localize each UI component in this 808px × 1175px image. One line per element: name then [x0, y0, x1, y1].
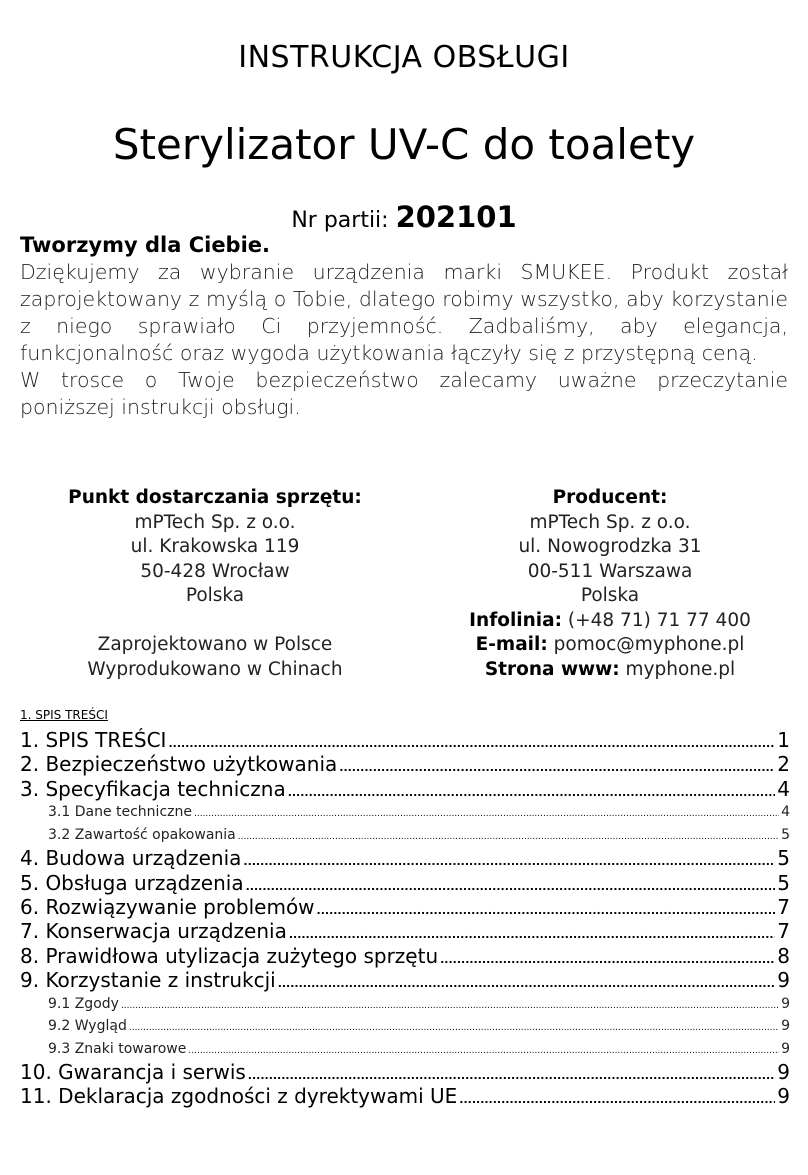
toc-entry-page: 9 [777, 968, 790, 993]
website-label: Strona www: [484, 658, 620, 680]
toc-dot-leader [188, 1040, 779, 1063]
delivery-point-block [20, 486, 410, 682]
toc-entry-title: 3.1 Dane techniczne [48, 804, 192, 821]
table-of-contents [20, 728, 790, 1109]
toc-entry-page: 5 [777, 846, 790, 871]
designed-in: Zaprojektowano w Polsce [97, 634, 333, 655]
toc-entry-page: 9 [781, 1018, 790, 1035]
made-in: Wyprodukowano w Chinach [87, 658, 343, 680]
email-label: E-mail: [475, 634, 548, 655]
batch-label: Nr partii: [291, 208, 389, 233]
toc-entry-title: 6. Rozwiązywanie problemów [20, 894, 315, 919]
toc-entry-page: 4 [781, 804, 790, 821]
intro-paragraph-thanks: Dziękujemy za wybranie urządzenia marki SMUKEE. Produkt został zaprojektowany z myślą o Tobie, dlatego robimy wszystko, aby korzystanie z niego sprawiało Ci przyjemność. Zadbaliśmy, aby elegancja, funkcjonalność oraz wygoda użytkowania łączyły się z przystępną ceną. [20, 260, 788, 365]
toc-entry-title: 3.2 Zawartość opakowania [48, 826, 236, 843]
intro-heading: Tworzymy dla Ciebie. [20, 233, 271, 257]
toc-entry-title: 11. Deklaracja zgodności z dyrektywami UE [20, 1084, 458, 1109]
delivery-city: 50-428 Wrocław [140, 560, 290, 582]
toc-entry[interactable] [20, 846, 790, 870]
hotline-line [425, 609, 795, 634]
toc-entry[interactable] [20, 968, 790, 992]
toc-entry[interactable] [20, 728, 790, 752]
toc-entry[interactable] [20, 1038, 790, 1061]
toc-entry-page: 1 [777, 728, 790, 752]
delivery-company: mPTech Sp. z o.o. [134, 511, 296, 533]
toc-caption: 1. SPIS TREŚCI [20, 708, 108, 722]
batch-number: 202101 [395, 200, 517, 234]
toc-entry-page: 9 [781, 1040, 790, 1057]
toc-entry-page: 7 [777, 894, 790, 919]
toc-dot-leader [440, 948, 775, 972]
toc-entry-page: 2 [777, 752, 790, 777]
delivery-street: ul. Krakowska 119 [130, 536, 300, 557]
intro-paragraph-safety: W trosce o Twoje bezpieczeństwo zalecamy uważne przeczytanie poniższej instrukcji obsługi. [20, 368, 788, 419]
toc-entry-title: 10. Gwarancja i serwis [20, 1060, 246, 1085]
toc-entry-page: 9 [777, 1084, 790, 1109]
toc-dot-leader [121, 995, 779, 1018]
producer-company: mPTech Sp. z o.o. [529, 511, 691, 533]
toc-entry[interactable] [20, 752, 790, 776]
hotline-label: Infolinia: [469, 609, 563, 631]
batch-number-line [0, 200, 808, 234]
toc-dot-leader [317, 899, 776, 923]
toc-entry[interactable] [20, 919, 790, 943]
toc-entry-title: 4. Budowa urządzenia [20, 846, 242, 871]
toc-entry[interactable] [20, 777, 790, 801]
toc-entry-page: 9 [781, 995, 790, 1012]
toc-dot-leader [129, 1017, 779, 1040]
hotline-number: (+48 71) 71 77 400 [567, 609, 751, 631]
toc-entry-title: 9.3 Znaki towarowe [48, 1040, 187, 1057]
toc-entry-title: 9.1 Zgody [48, 995, 119, 1012]
toc-entry[interactable] [20, 895, 790, 919]
toc-dot-leader [246, 875, 776, 899]
toc-entry[interactable] [20, 1060, 790, 1084]
toc-entry[interactable] [20, 993, 790, 1016]
toc-entry-page: 5 [777, 870, 790, 895]
toc-entry-title: 8. Prawidłowa utylizacja zużytego sprzętu [20, 943, 439, 968]
toc-entry-title: 2. Bezpieczeństwo użytkowania [20, 752, 338, 777]
toc-dot-leader [243, 850, 775, 874]
producer-title: Producent: [552, 487, 668, 508]
toc-dot-leader [339, 756, 775, 780]
toc-entry-page: 4 [777, 776, 790, 801]
toc-entry[interactable] [20, 1015, 790, 1038]
producer-street: ul. Nowogrodzka 31 [518, 536, 702, 557]
toc-entry-title: 1. SPIS TREŚCI [20, 728, 167, 752]
toc-dot-leader [278, 972, 776, 996]
toc-entry-title: 9.2 Wygląd [48, 1018, 127, 1035]
toc-entry[interactable] [20, 871, 790, 895]
toc-entry-title: 7. Konserwacja urządzenia [20, 919, 287, 944]
toc-entry[interactable] [20, 944, 790, 968]
toc-dot-leader [459, 1088, 775, 1112]
toc-entry-title: 3. Specyfikacja techniczna [20, 776, 286, 801]
producer-country: Polska [580, 585, 640, 606]
toc-entry-page: 5 [781, 826, 790, 843]
product-name-title: Sterylizator UV-C do toalety [112, 120, 696, 169]
toc-entry[interactable] [20, 824, 790, 847]
delivery-title: Punkt dostarczania sprzętu: [68, 487, 362, 508]
email-address[interactable]: pomoc@myphone.pl [553, 634, 745, 655]
toc-entry-title: 5. Obsługa urządzenia [20, 870, 244, 895]
delivery-country: Polska [185, 585, 245, 606]
toc-entry-page: 9 [777, 1060, 790, 1085]
toc-entry-title: 9. Korzystanie z instrukcji [20, 968, 276, 993]
website-url[interactable]: myphone.pl [625, 658, 736, 680]
producer-city: 00-511 Warszawa [527, 560, 693, 582]
toc-dot-leader [194, 803, 779, 826]
website-line [425, 658, 795, 683]
email-line [425, 633, 795, 658]
producer-block [425, 486, 795, 682]
toc-entry-page: 7 [777, 919, 790, 944]
intro-section [20, 232, 788, 421]
toc-entry-page: 8 [777, 943, 790, 968]
document-type-title: INSTRUKCJA OBSŁUGI [238, 40, 570, 75]
toc-entry[interactable] [20, 801, 790, 824]
toc-entry[interactable] [20, 1084, 790, 1108]
toc-dot-leader [238, 826, 779, 849]
toc-dot-leader [288, 781, 776, 805]
